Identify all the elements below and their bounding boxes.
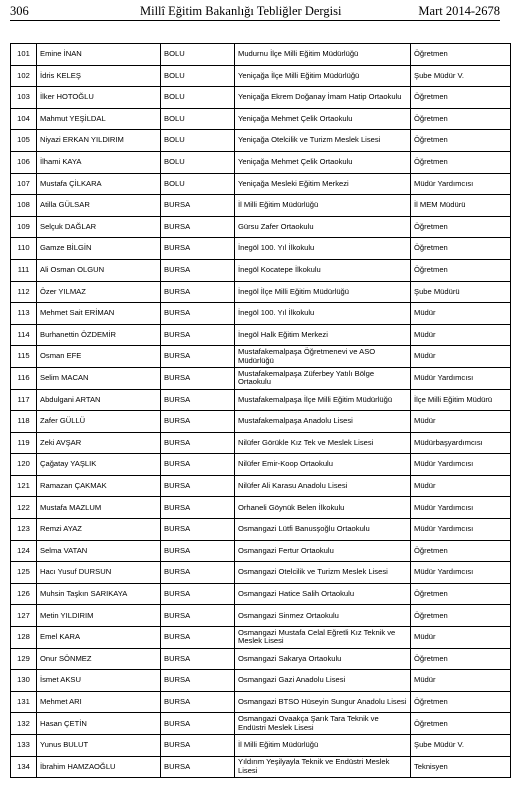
person-name-cell: Özer YILMAZ <box>37 281 161 303</box>
title-cell: Öğretmen <box>411 108 511 130</box>
institution-cell: Mustafakemalpaşa Anadolu Lisesi <box>235 411 411 433</box>
person-name-cell: Emel KARA <box>37 627 161 649</box>
row-number-cell: 126 <box>11 583 37 605</box>
person-name-cell: Muhsin Taşkın SARIKAYA <box>37 583 161 605</box>
title-cell: Müdürbaşyardımcısı <box>411 432 511 454</box>
person-name-cell: Osman EFE <box>37 346 161 368</box>
table-row <box>11 281 511 303</box>
issue-date: Mart 2014-2678 <box>418 4 500 18</box>
table-row <box>11 756 511 778</box>
table-row <box>11 130 511 152</box>
institution-cell: İnegöl İlçe Milli Eğitim Müdürlüğü <box>235 281 411 303</box>
title-cell: Müdür <box>411 670 511 692</box>
person-name-cell: Selim MACAN <box>37 367 161 389</box>
page-number: 306 <box>10 4 29 18</box>
institution-cell: İnegöl 100. Yıl İlkokulu <box>235 238 411 260</box>
table-row <box>11 562 511 584</box>
title-cell: Öğretmen <box>411 130 511 152</box>
province-cell: BURSA <box>161 324 235 346</box>
row-number-cell: 103 <box>11 87 37 109</box>
row-number-cell: 119 <box>11 432 37 454</box>
province-cell: BURSA <box>161 713 235 735</box>
title-cell: Öğretmen <box>411 540 511 562</box>
province-cell: BURSA <box>161 238 235 260</box>
table-row <box>11 583 511 605</box>
institution-cell: Yeniçağa İlçe Milli Eğitim Müdürlüğü <box>235 65 411 87</box>
person-name-cell: İdris KELEŞ <box>37 65 161 87</box>
province-cell: BURSA <box>161 583 235 605</box>
row-number-cell: 122 <box>11 497 37 519</box>
table-row <box>11 691 511 713</box>
institution-cell: Yeniçağa Mehmet Çelik Ortaokulu <box>235 108 411 130</box>
title-cell: İl MEM Müdürü <box>411 195 511 217</box>
institution-cell: Osmangazi Sinmez Ortaokulu <box>235 605 411 627</box>
institution-cell: Mustafakemalpaşa İlçe Milli Eğitim Müdürlüğü <box>235 389 411 411</box>
table-row <box>11 519 511 541</box>
institution-cell: Osmangazi Ovaakça Şarık Tara Teknik ve Endüstri Meslek Lisesi <box>235 713 411 735</box>
institution-cell: Nilüfer Ali Karasu Anadolu Lisesi <box>235 475 411 497</box>
title-cell: Öğretmen <box>411 648 511 670</box>
row-number-cell: 127 <box>11 605 37 627</box>
person-name-cell: Hacı Yusuf DURSUN <box>37 562 161 584</box>
table-row <box>11 151 511 173</box>
row-number-cell: 134 <box>11 756 37 778</box>
person-name-cell: Çağatay YAŞLIK <box>37 454 161 476</box>
row-number-cell: 107 <box>11 173 37 195</box>
person-name-cell: Atilla GÜLSAR <box>37 195 161 217</box>
person-name-cell: Emine İNAN <box>37 44 161 66</box>
province-cell: BURSA <box>161 540 235 562</box>
title-cell: Öğretmen <box>411 216 511 238</box>
province-cell: BURSA <box>161 303 235 325</box>
institution-cell: Yeniçağa Ekrem Doğanay İmam Hatip Ortaokulu <box>235 87 411 109</box>
table-row <box>11 108 511 130</box>
province-cell: BOLU <box>161 87 235 109</box>
table-row <box>11 303 511 325</box>
person-name-cell: Zeki AVŞAR <box>37 432 161 454</box>
row-number-cell: 117 <box>11 389 37 411</box>
person-name-cell: Mehmet ARI <box>37 691 161 713</box>
title-cell: Şube Müdür V. <box>411 65 511 87</box>
row-number-cell: 129 <box>11 648 37 670</box>
title-cell: Öğretmen <box>411 713 511 735</box>
title-cell: Öğretmen <box>411 259 511 281</box>
institution-cell: Yeniçağa Mesleki Eğitim Merkezi <box>235 173 411 195</box>
row-number-cell: 104 <box>11 108 37 130</box>
person-name-cell: Burhanettin ÖZDEMİR <box>37 324 161 346</box>
title-cell: Müdür <box>411 411 511 433</box>
institution-cell: Osmangazi Lütfi Banusşoğlu Ortaokulu <box>235 519 411 541</box>
table-row <box>11 238 511 260</box>
person-name-cell: Yunus BULUT <box>37 735 161 757</box>
table-row <box>11 540 511 562</box>
row-number-cell: 105 <box>11 130 37 152</box>
row-number-cell: 130 <box>11 670 37 692</box>
table-row <box>11 195 511 217</box>
journal-title: Millî Eğitim Bakanlığı Tebliğler Dergisi <box>140 4 342 18</box>
province-cell: BOLU <box>161 65 235 87</box>
table-row <box>11 367 511 389</box>
person-name-cell: Selçuk DAĞLAR <box>37 216 161 238</box>
table-row <box>11 735 511 757</box>
row-number-cell: 133 <box>11 735 37 757</box>
row-number-cell: 118 <box>11 411 37 433</box>
institution-cell: İnegöl Halk Eğitim Merkezi <box>235 324 411 346</box>
province-cell: BURSA <box>161 411 235 433</box>
table-row <box>11 173 511 195</box>
title-cell: Öğretmen <box>411 44 511 66</box>
province-cell: BOLU <box>161 108 235 130</box>
title-cell: Müdür <box>411 475 511 497</box>
table-row <box>11 411 511 433</box>
institution-cell: İnegöl 100. Yıl İlkokulu <box>235 303 411 325</box>
title-cell: Müdür Yardımcısı <box>411 519 511 541</box>
person-name-cell: Onur SÖNMEZ <box>37 648 161 670</box>
table-row <box>11 87 511 109</box>
table-row <box>11 454 511 476</box>
province-cell: BURSA <box>161 389 235 411</box>
province-cell: BURSA <box>161 670 235 692</box>
row-number-cell: 132 <box>11 713 37 735</box>
institution-cell: İl Milli Eğitim Müdürlüğü <box>235 735 411 757</box>
person-name-cell: Metin YILDIRIM <box>37 605 161 627</box>
province-cell: BURSA <box>161 195 235 217</box>
title-cell: Müdür Yardımcısı <box>411 497 511 519</box>
table-row <box>11 497 511 519</box>
table-row <box>11 259 511 281</box>
person-name-cell: Mahmut YEŞİLDAL <box>37 108 161 130</box>
table-row <box>11 648 511 670</box>
province-cell: BURSA <box>161 346 235 368</box>
title-cell: Müdür <box>411 346 511 368</box>
institution-cell: Osmangazi Gazi Anadolu Lisesi <box>235 670 411 692</box>
institution-cell: Osmangazi BTSO Hüseyin Sungur Anadolu Lisesi <box>235 691 411 713</box>
province-cell: BURSA <box>161 627 235 649</box>
province-cell: BURSA <box>161 259 235 281</box>
province-cell: BURSA <box>161 756 235 778</box>
title-cell: İlçe Milli Eğitim Müdürü <box>411 389 511 411</box>
person-name-cell: Zafer GÜLLÜ <box>37 411 161 433</box>
row-number-cell: 128 <box>11 627 37 649</box>
province-cell: BOLU <box>161 151 235 173</box>
row-number-cell: 123 <box>11 519 37 541</box>
province-cell: BOLU <box>161 44 235 66</box>
row-number-cell: 113 <box>11 303 37 325</box>
title-cell: Öğretmen <box>411 87 511 109</box>
person-name-cell: Abdulgani ARTAN <box>37 389 161 411</box>
table-row <box>11 475 511 497</box>
row-number-cell: 116 <box>11 367 37 389</box>
row-number-cell: 108 <box>11 195 37 217</box>
title-cell: Şube Müdürü <box>411 281 511 303</box>
institution-cell: Osmangazi Fertur Ortaokulu <box>235 540 411 562</box>
province-cell: BURSA <box>161 691 235 713</box>
province-cell: BURSA <box>161 735 235 757</box>
personnel-table-body <box>11 44 511 778</box>
person-name-cell: İlhami KAYA <box>37 151 161 173</box>
row-number-cell: 111 <box>11 259 37 281</box>
institution-cell: Nilüfer Görükle Kız Tek ve Meslek Lisesi <box>235 432 411 454</box>
row-number-cell: 125 <box>11 562 37 584</box>
table-row <box>11 324 511 346</box>
person-name-cell: İlker HOTOĞLU <box>37 87 161 109</box>
row-number-cell: 121 <box>11 475 37 497</box>
table-row <box>11 346 511 368</box>
institution-cell: Yıldırım Yeşilyayla Teknik ve Endüstri Meslek Lisesi <box>235 756 411 778</box>
institution-cell: Nilüfer Emir-Koop Ortaokulu <box>235 454 411 476</box>
row-number-cell: 106 <box>11 151 37 173</box>
title-cell: Öğretmen <box>411 151 511 173</box>
person-name-cell: Hasan ÇETİN <box>37 713 161 735</box>
province-cell: BURSA <box>161 648 235 670</box>
title-cell: Öğretmen <box>411 238 511 260</box>
title-cell: Öğretmen <box>411 691 511 713</box>
row-number-cell: 131 <box>11 691 37 713</box>
title-cell: Öğretmen <box>411 583 511 605</box>
row-number-cell: 112 <box>11 281 37 303</box>
header-rule <box>10 20 500 21</box>
table-row <box>11 216 511 238</box>
row-number-cell: 124 <box>11 540 37 562</box>
institution-cell: Osmangazi Sakarya Ortaokulu <box>235 648 411 670</box>
person-name-cell: Niyazi ERKAN YILDIRIM <box>37 130 161 152</box>
personnel-table <box>10 43 511 778</box>
province-cell: BURSA <box>161 497 235 519</box>
table-row <box>11 432 511 454</box>
province-cell: BOLU <box>161 130 235 152</box>
row-number-cell: 114 <box>11 324 37 346</box>
institution-cell: İl Milli Eğitim Müdürlüğü <box>235 195 411 217</box>
title-cell: Şube Müdür V. <box>411 735 511 757</box>
person-name-cell: Gamze BİLGİN <box>37 238 161 260</box>
row-number-cell: 115 <box>11 346 37 368</box>
table-row <box>11 44 511 66</box>
table-row <box>11 713 511 735</box>
person-name-cell: Ali Osman OLGUN <box>37 259 161 281</box>
province-cell: BURSA <box>161 605 235 627</box>
province-cell: BURSA <box>161 519 235 541</box>
title-cell: Müdür Yardımcısı <box>411 562 511 584</box>
person-name-cell: İbrahim HAMZAOĞLU <box>37 756 161 778</box>
title-cell: Müdür <box>411 303 511 325</box>
table-row <box>11 65 511 87</box>
institution-cell: Osmangazi Mustafa Celal Eğretli Kız Teknik ve Meslek Lisesi <box>235 627 411 649</box>
person-name-cell: İsmet AKSU <box>37 670 161 692</box>
province-cell: BURSA <box>161 475 235 497</box>
institution-cell: Mustafakemalpaşa Öğretmenevi ve ASO Müdürlüğü <box>235 346 411 368</box>
title-cell: Müdür Yardımcısı <box>411 367 511 389</box>
province-cell: BURSA <box>161 454 235 476</box>
table-row <box>11 627 511 649</box>
title-cell: Müdür <box>411 324 511 346</box>
institution-cell: Mustafakemalpaşa Züferbey Yatılı Bölge Ortaokulu <box>235 367 411 389</box>
row-number-cell: 109 <box>11 216 37 238</box>
person-name-cell: Ramazan ÇAKMAK <box>37 475 161 497</box>
row-number-cell: 110 <box>11 238 37 260</box>
institution-cell: Osmangazi Otelcilik ve Turizm Meslek Lisesi <box>235 562 411 584</box>
institution-cell: Yeniçağa Otelcilik ve Turizm Meslek Lisesi <box>235 130 411 152</box>
title-cell: Müdür <box>411 627 511 649</box>
institution-cell: İnegöl Kocatepe İlkokulu <box>235 259 411 281</box>
person-name-cell: Remzi AYAZ <box>37 519 161 541</box>
table-row <box>11 605 511 627</box>
person-name-cell: Selma VATAN <box>37 540 161 562</box>
person-name-cell: Mehmet Sait ERİMAN <box>37 303 161 325</box>
institution-cell: Gürsu Zafer Ortaokulu <box>235 216 411 238</box>
row-number-cell: 120 <box>11 454 37 476</box>
title-cell: Müdür Yardımcısı <box>411 173 511 195</box>
title-cell: Müdür Yardımcısı <box>411 454 511 476</box>
province-cell: BURSA <box>161 216 235 238</box>
institution-cell: Osmangazi Hatice Salih Ortaokulu <box>235 583 411 605</box>
title-cell: Teknisyen <box>411 756 511 778</box>
person-name-cell: Mustafa MAZLUM <box>37 497 161 519</box>
institution-cell: Yeniçağa Mehmet Çelik Ortaokulu <box>235 151 411 173</box>
province-cell: BURSA <box>161 281 235 303</box>
province-cell: BURSA <box>161 367 235 389</box>
institution-cell: Orhaneli Göynük Belen İlkokulu <box>235 497 411 519</box>
title-cell: Öğretmen <box>411 605 511 627</box>
province-cell: BURSA <box>161 562 235 584</box>
institution-cell: Mudurnu İlçe Milli Eğitim Müdürlüğü <box>235 44 411 66</box>
table-row <box>11 389 511 411</box>
row-number-cell: 102 <box>11 65 37 87</box>
row-number-cell: 101 <box>11 44 37 66</box>
province-cell: BURSA <box>161 432 235 454</box>
province-cell: BOLU <box>161 173 235 195</box>
person-name-cell: Mustafa ÇİLKARA <box>37 173 161 195</box>
table-row <box>11 670 511 692</box>
